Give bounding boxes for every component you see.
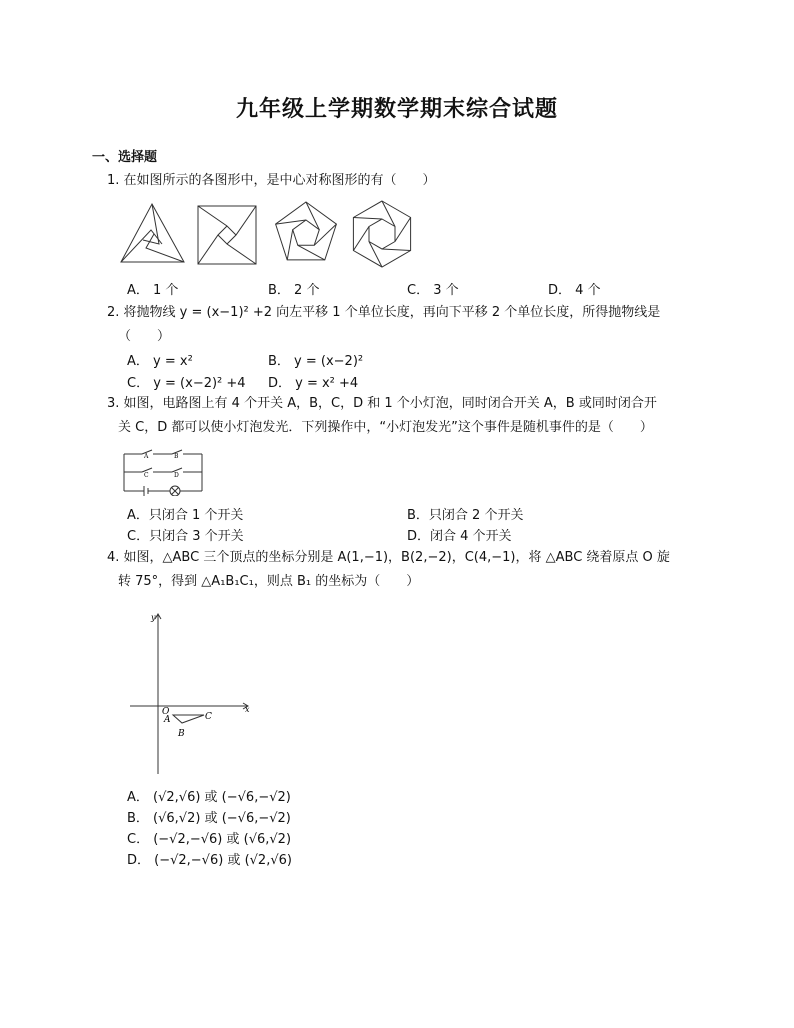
point-c-label: C — [205, 712, 212, 722]
question-4-stem-line1: 4. 如图，△ABC 三个顶点的坐标分别是 A(1,−1)，B(2,−2)，C(4,−1)，将 △ABC 绕着原点 O 旋 — [107, 550, 670, 565]
origin-label: O — [162, 707, 170, 717]
hexagon-pinwheel-figure — [353, 201, 410, 267]
square-pinwheel-figure — [198, 206, 256, 264]
q1-option-b: B． 2 个 — [268, 283, 320, 298]
coordinate-graph — [126, 608, 266, 778]
q3-option-c: C．只闭合 3 个开关 — [127, 529, 244, 544]
question-3-stem-line2: 关 C，D 都可以使小灯泡发光．下列操作中，“小灯泡发光”这个事件是随机事件的是（ ） — [118, 420, 653, 435]
q2-option-b: B． y = (x−2)² — [268, 354, 364, 369]
switch-label-c: C — [144, 472, 149, 479]
q2-option-c: C． y = (x−2)² +4 — [127, 376, 246, 391]
question-2-stem-line1: 2. 将抛物线 y = (x−1)² +2 向左平移 1 个单位长度，再向下平移 2 个单位长度，所得抛物线是 — [107, 305, 661, 320]
q3-option-d: D．闭合 4 个开关 — [407, 529, 512, 544]
question-1-stem: 1. 在如图所示的各图形中，是中心对称图形的有（ ） — [107, 173, 436, 188]
q3-option-b: B．只闭合 2 个开关 — [407, 508, 524, 523]
q4-option-a: A． (√2,√6) 或 (−√6,−√2) — [127, 790, 291, 805]
question-3-stem-line1: 3. 如图，电路图上有 4 个开关 A，B，C，D 和 1 个小灯泡，同时闭合开关 A，B 或同时闭合开 — [107, 396, 657, 411]
section-heading: 一、选择题 — [92, 150, 158, 165]
point-a-label: A — [164, 715, 171, 725]
q2-option-d: D． y = x² +4 — [268, 376, 359, 391]
pentagon-pinwheel-figure — [276, 202, 337, 260]
q2-option-a: A． y = x² — [127, 354, 193, 369]
switch-label-d: D — [174, 472, 179, 479]
switch-label-a: A — [144, 453, 149, 460]
point-b-label: B — [178, 729, 185, 739]
q1-figures — [118, 200, 428, 272]
circuit-diagram — [120, 448, 206, 496]
q1-option-d: D． 4 个 — [548, 283, 601, 298]
page-title: 九年级上学期数学期末综合试题 — [235, 97, 558, 122]
q4-option-d: D． (−√2,−√6) 或 (√2,√6) — [127, 853, 292, 868]
x-axis-label: x — [245, 705, 250, 714]
question-4-stem-line2: 转 75°，得到 △A₁B₁C₁，则点 B₁ 的坐标为（ ） — [118, 574, 420, 589]
q1-option-a: A． 1 个 — [127, 283, 179, 298]
q1-option-c: C． 3 个 — [407, 283, 459, 298]
q3-option-a: A．只闭合 1 个开关 — [127, 508, 244, 523]
y-axis-label: y — [151, 613, 156, 622]
q4-option-b: B． (√6,√2) 或 (−√6,−√2) — [127, 811, 291, 826]
switch-label-b: B — [174, 453, 179, 460]
q4-option-c: C． (−√2,−√6) 或 (√6,√2) — [127, 832, 292, 847]
question-2-stem-line2: （ ） — [118, 329, 171, 344]
triangle-pinwheel-figure — [121, 204, 184, 262]
